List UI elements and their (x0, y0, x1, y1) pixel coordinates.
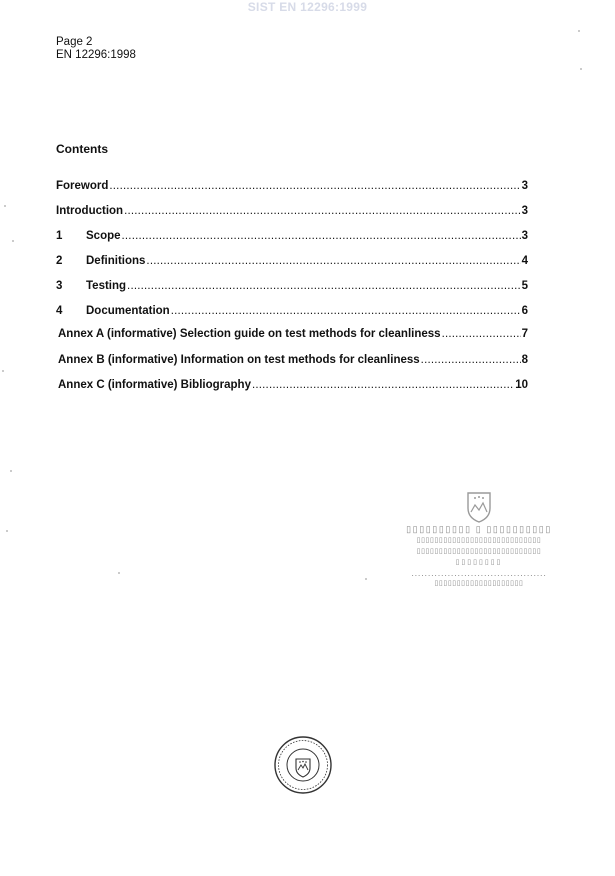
stamp-text-line: ▯▯▯▯▯▯▯▯▯▯ ▯ ▯▯▯▯▯▯▯▯▯▯ (406, 524, 552, 534)
toc-entry-documentation[interactable] (56, 305, 528, 317)
toc-leader (122, 230, 521, 242)
official-stamp (386, 490, 572, 589)
toc-page-number: 4 (521, 255, 528, 267)
stamp-signature-line: ......................................... (411, 568, 547, 578)
scan-speck (365, 578, 367, 580)
toc-entry-title: Testing (86, 280, 127, 292)
stamp-text-line: ▯▯▯▯▯▯▯▯▯▯▯▯▯▯▯▯▯▯▯▯▯▯▯▯▯▯▯▯ (416, 537, 542, 544)
toc-leader (109, 180, 520, 192)
toc-entry-annex-b[interactable] (58, 354, 528, 366)
toc-section-number: 4 (56, 305, 63, 317)
scan-speck (6, 530, 8, 532)
toc-entry-title: Annex A (informative) Selection guide on test methods for cleanliness (58, 328, 441, 340)
toc-entry-scope[interactable] (56, 230, 528, 242)
toc-page-number: 3 (521, 230, 528, 242)
toc-leader (252, 379, 514, 391)
toc-entry-annex-a[interactable] (58, 328, 528, 340)
round-seal-icon (273, 735, 333, 795)
toc-leader (442, 328, 521, 340)
scan-speck (2, 370, 4, 372)
toc-entry-testing[interactable] (56, 280, 528, 292)
toc-entry-title: Definitions (86, 255, 146, 267)
scan-speck (12, 240, 14, 242)
toc-leader (124, 205, 521, 217)
toc-section-number: 3 (56, 280, 63, 292)
toc-page-number: 10 (515, 379, 528, 391)
toc-leader (146, 255, 520, 267)
toc-page-number: 3 (521, 180, 528, 192)
toc-leader (127, 280, 521, 292)
toc-entry-title: Introduction (56, 205, 124, 217)
scan-speck (4, 205, 6, 207)
toc-entry-title: Scope (86, 230, 121, 242)
stamp-text-line: ▯▯▯▯▯▯▯▯▯▯▯▯▯▯▯▯▯▯▯▯▯▯▯▯▯▯▯▯ (416, 548, 542, 555)
scan-speck (10, 470, 12, 472)
page-number: Page 2 (56, 36, 93, 48)
toc-entry-definitions[interactable] (56, 255, 528, 267)
toc-entry-title: Annex B (informative) Information on test methods for cleanliness (58, 354, 420, 366)
toc-leader (421, 354, 521, 366)
toc-entry-annex-c[interactable] (58, 379, 528, 391)
toc-entry-title: Foreword (56, 180, 109, 192)
watermark: SIST EN 12296:1999 (247, 0, 368, 14)
contents-heading: Contents (56, 142, 108, 156)
stamp-text-line: ▯▯▯▯▯▯▯▯ (455, 559, 503, 566)
standard-code: EN 12296:1998 (56, 49, 136, 61)
toc-entry-title: Annex C (informative) Bibliography (58, 379, 251, 391)
toc-page-number: 7 (521, 328, 528, 340)
state-crest-icon (465, 490, 493, 524)
toc-page-number: 3 (521, 205, 528, 217)
toc-entry-introduction[interactable] (56, 205, 528, 217)
toc-page-number: 5 (521, 280, 528, 292)
toc-entry-title: Documentation (86, 305, 170, 317)
toc-section-number: 1 (56, 230, 63, 242)
scan-speck (580, 68, 582, 70)
page-header (56, 36, 136, 62)
toc-section-number: 2 (56, 255, 63, 267)
toc-page-number: 6 (521, 305, 528, 317)
scan-speck (118, 572, 120, 574)
stamp-text-line: ▯▯▯▯▯▯▯▯▯▯▯▯▯▯▯▯▯▯▯▯ (434, 580, 524, 587)
toc-entry-foreword[interactable] (56, 180, 528, 192)
toc-leader (171, 305, 521, 317)
scan-speck (578, 30, 580, 32)
toc-page-number: 8 (521, 354, 528, 366)
